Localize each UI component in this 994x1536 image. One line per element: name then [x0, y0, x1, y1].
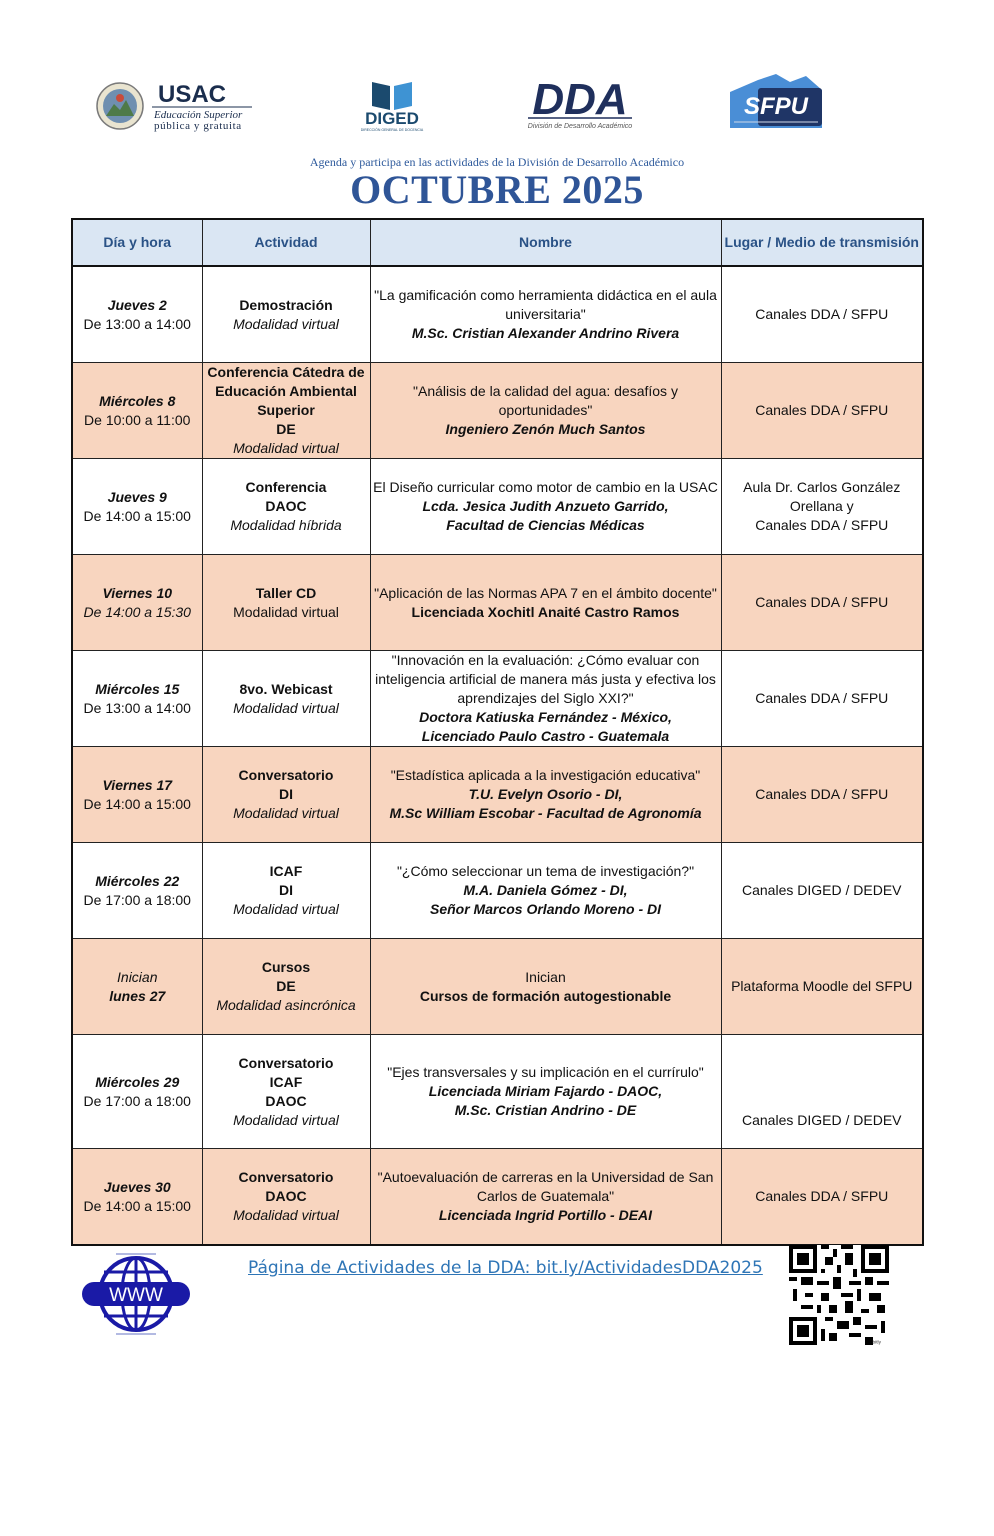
place-label: Canales DDA / SFPU	[755, 402, 889, 418]
place-cell	[721, 266, 923, 363]
modality-label: Modalidad virtual	[233, 1111, 339, 1128]
activity-label: Conferencia	[245, 479, 327, 495]
www-globe-icon	[80, 1252, 192, 1336]
column-header-activity: Actividad	[202, 219, 370, 266]
activity-cell	[202, 555, 370, 651]
modality-label: Modalidad virtual	[233, 315, 339, 332]
place-label: Canales DIGED / DEDEV	[742, 1112, 902, 1128]
table-row	[72, 651, 923, 747]
time-label: De 14:00 a 15:00	[83, 507, 191, 524]
talk-title: "¿Cómo seleccionar un tema de investigación?"	[396, 863, 695, 879]
table-row	[72, 459, 923, 555]
page-title: OCTUBRE 2025	[350, 167, 644, 212]
talk-title: "Estadística aplicada a la investigación educativa"	[390, 767, 701, 783]
name-cell	[370, 651, 721, 747]
table-header-row	[72, 219, 923, 266]
activity-unit: DE	[276, 421, 296, 437]
talk-title: "Aplicación de las Normas APA 7 en el ámbito docente"	[374, 584, 717, 601]
svg-text:pública y gratuita: pública y gratuita	[154, 120, 242, 132]
svg-text:DIGED: DIGED	[365, 109, 419, 128]
name-cell	[370, 266, 721, 363]
day-time-cell	[72, 651, 202, 747]
activity-unit: DI	[279, 882, 293, 898]
time-label: De 14:00 a 15:30	[83, 603, 191, 620]
name-cell	[370, 555, 721, 651]
speaker: Licenciada Miriam Fajardo - DAOC,	[428, 1083, 663, 1099]
speaker: M.A. Daniela Gómez - DI,	[463, 882, 628, 898]
activity-unit: DAOC	[265, 1092, 307, 1109]
name-cell	[370, 747, 721, 843]
page-subtitle: Agenda y participa en las actividades de la División de Desarrollo Académico	[309, 155, 685, 169]
time-label: De 10:00 a 11:00	[84, 411, 191, 428]
place-label: Canales DDA / SFPU	[755, 1188, 889, 1204]
dda-logo	[524, 78, 636, 132]
speaker: Facultad de Ciencias Médicas	[446, 517, 645, 533]
column-header-name: Nombre	[370, 219, 721, 266]
table-row	[72, 363, 923, 459]
usac-logo	[96, 80, 256, 132]
place-cell	[721, 1035, 923, 1149]
activities-page-link[interactable]: Página de Actividades de la DDA: bit.ly/ActividadesDDA2025	[248, 1258, 763, 1278]
talk-title: "Innovación en la evaluación: ¿Cómo evaluar con inteligencia artificial de manera más justa y efectiva los aprendizajes del Siglo XXI?"	[375, 652, 716, 706]
activity-label: Cursos	[261, 959, 311, 975]
place-label: Plataforma Moodle del SFPU	[731, 978, 913, 994]
activity-label: Conversatorio	[238, 1054, 334, 1071]
day-time-cell	[72, 266, 202, 363]
time-label: De 13:00 a 14:00	[83, 699, 191, 716]
svg-text:bitly: bitly	[872, 1340, 881, 1345]
day-label: Viernes 17	[102, 776, 173, 793]
svg-text:WWW: WWW	[109, 1285, 163, 1306]
place-cell	[721, 363, 923, 459]
speaker: T.U. Evelyn Osorio - DI,	[468, 786, 623, 802]
day-time-cell	[72, 555, 202, 651]
day-label: Miércoles 29	[95, 1073, 180, 1090]
day-label: Jueves 9	[107, 488, 167, 505]
activity-label: Conversatorio	[238, 767, 334, 783]
talk-title: "Ejes transversales y su implicación en el currírulo"	[387, 1064, 704, 1080]
day-time-cell	[72, 363, 202, 459]
table-row	[72, 1149, 923, 1246]
modality-label: Modalidad virtual	[233, 901, 339, 917]
speaker: Ingeniero Zenón Much Santos	[445, 421, 646, 437]
modality-label: Modalidad virtual	[233, 440, 339, 456]
place-cell	[721, 843, 923, 939]
activity-label: Conversatorio	[238, 1169, 334, 1185]
speaker: M.Sc William Escobar - Facultad de Agronomía	[389, 805, 702, 821]
table-row	[72, 939, 923, 1035]
day-label: Miércoles 15	[95, 680, 180, 697]
table-row	[72, 555, 923, 651]
day-label: Jueves 30	[103, 1178, 171, 1195]
activity-label: Demostración	[239, 296, 333, 313]
speaker: M.Sc. Cristian Alexander Andrino Rivera	[411, 325, 680, 341]
activity-cell	[202, 747, 370, 843]
svg-text:División de Desarrollo Académi: División de Desarrollo Académico	[527, 123, 633, 130]
speaker: Lcda. Jesica Judith Anzueto Garrido,	[422, 498, 669, 514]
column-header-place: Lugar / Medio de transmisión	[721, 219, 923, 266]
talk-title: Inician	[525, 968, 566, 985]
svg-text:SFPU: SFPU	[743, 93, 809, 120]
day-label: Miércoles 22	[95, 872, 180, 889]
activity-unit: DI	[279, 786, 293, 802]
day-prefix-label: Inician	[117, 968, 158, 985]
modality-label: Modalidad virtual	[233, 1207, 339, 1223]
time-label: De 13:00 a 14:00	[83, 315, 191, 332]
activity-cell	[202, 266, 370, 363]
modality-label: Modalidad virtual	[233, 603, 339, 620]
name-cell	[370, 1149, 721, 1246]
activity-cell	[202, 651, 370, 747]
day-label: lunes 27	[109, 987, 166, 1004]
place-cell	[721, 651, 923, 747]
speaker: Licenciada Xochitl Anaité Castro Ramos	[411, 603, 680, 620]
day-time-cell	[72, 747, 202, 843]
place-cell	[721, 747, 923, 843]
time-label: De 17:00 a 18:00	[83, 1092, 191, 1109]
place-cell	[721, 459, 923, 555]
day-label: Jueves 2	[107, 296, 167, 313]
speaker: M.Sc. Cristian Andrino - DE	[454, 1102, 637, 1118]
name-cell	[370, 459, 721, 555]
activity-label: 8vo. Webicast	[239, 680, 333, 697]
svg-text:DIRECCIÓN GENERAL DE DOCENCIA: DIRECCIÓN GENERAL DE DOCENCIA	[360, 128, 424, 132]
day-time-cell	[72, 459, 202, 555]
speaker: Señor Marcos Orlando Moreno - DI	[429, 901, 662, 917]
place-cell	[721, 1149, 923, 1246]
activity-label: Conferencia Cátedra de Educación Ambiental Superior	[207, 364, 365, 418]
talk-title: "Análisis de la calidad del agua: desafíos y oportunidades"	[413, 383, 678, 418]
place-label: Canales DDA / SFPU	[755, 517, 889, 533]
svg-text:DDA: DDA	[532, 78, 628, 124]
speaker: Doctora Katiuska Fernández - México,	[419, 709, 672, 725]
qr-code-icon[interactable]	[786, 1245, 892, 1345]
place-label: Canales DDA / SFPU	[755, 690, 889, 706]
place-label: Aula Dr. Carlos González Orellana y	[743, 479, 901, 514]
activity-unit: DAOC	[265, 1188, 307, 1204]
course-label: Cursos de formación autogestionable	[419, 987, 672, 1004]
day-label: Miércoles 8	[99, 392, 176, 409]
activity-cell	[202, 939, 370, 1035]
modality-label: Modalidad virtual	[233, 805, 339, 821]
place-cell	[721, 555, 923, 651]
speaker: Licenciado Paulo Castro - Guatemala	[421, 728, 670, 744]
table-row	[72, 266, 923, 363]
activity-unit: ICAF	[269, 1073, 303, 1090]
speaker: Licenciada Ingrid Portillo - DEAI	[438, 1207, 653, 1223]
time-label: De 14:00 a 15:00	[83, 1197, 191, 1214]
place-label: Canales DIGED / DEDEV	[742, 882, 902, 898]
name-cell	[370, 1035, 721, 1149]
modality-label: Modalidad asincrónica	[216, 997, 356, 1013]
place-label: Canales DDA / SFPU	[755, 594, 889, 610]
table-row	[72, 747, 923, 843]
svg-text:Educación Superior: Educación Superior	[154, 109, 243, 121]
modality-label: Modalidad virtual	[233, 699, 339, 716]
sfpu-logo	[728, 70, 824, 132]
modality-label: Modalidad híbrida	[230, 517, 342, 533]
activity-cell	[202, 843, 370, 939]
column-header-day-time: Día y hora	[72, 219, 202, 266]
diged-logo	[356, 78, 428, 134]
activity-label: Taller CD	[255, 584, 317, 601]
talk-title: "La gamificación como herramienta didáctica en el aula universitaria"	[374, 287, 717, 322]
activities-table	[71, 218, 924, 1246]
talk-title: El Diseño curricular como motor de cambio en la USAC	[373, 479, 718, 495]
activity-unit: DAOC	[265, 498, 307, 514]
svg-text:USAC: USAC	[158, 81, 227, 108]
name-cell	[370, 843, 721, 939]
time-label: De 17:00 a 18:00	[83, 891, 191, 908]
day-time-cell	[72, 1149, 202, 1246]
name-cell	[370, 363, 721, 459]
activity-cell	[202, 459, 370, 555]
activity-unit: DE	[276, 978, 296, 994]
activity-cell	[202, 1035, 370, 1149]
table-row	[72, 1035, 923, 1149]
table-row	[72, 843, 923, 939]
place-cell	[721, 939, 923, 1035]
talk-title: "Autoevaluación de carreras en la Universidad de San Carlos de Guatemala"	[377, 1169, 714, 1204]
day-label: Viernes 10	[102, 584, 173, 601]
activity-cell	[202, 1149, 370, 1246]
activity-label: ICAF	[269, 863, 303, 879]
day-time-cell	[72, 843, 202, 939]
place-label: Canales DDA / SFPU	[755, 786, 889, 802]
activity-cell	[202, 363, 370, 459]
place-label: Canales DDA / SFPU	[755, 306, 889, 322]
day-time-cell	[72, 939, 202, 1035]
name-cell	[370, 939, 721, 1035]
day-time-cell	[72, 1035, 202, 1149]
time-label: De 14:00 a 15:00	[83, 795, 191, 812]
